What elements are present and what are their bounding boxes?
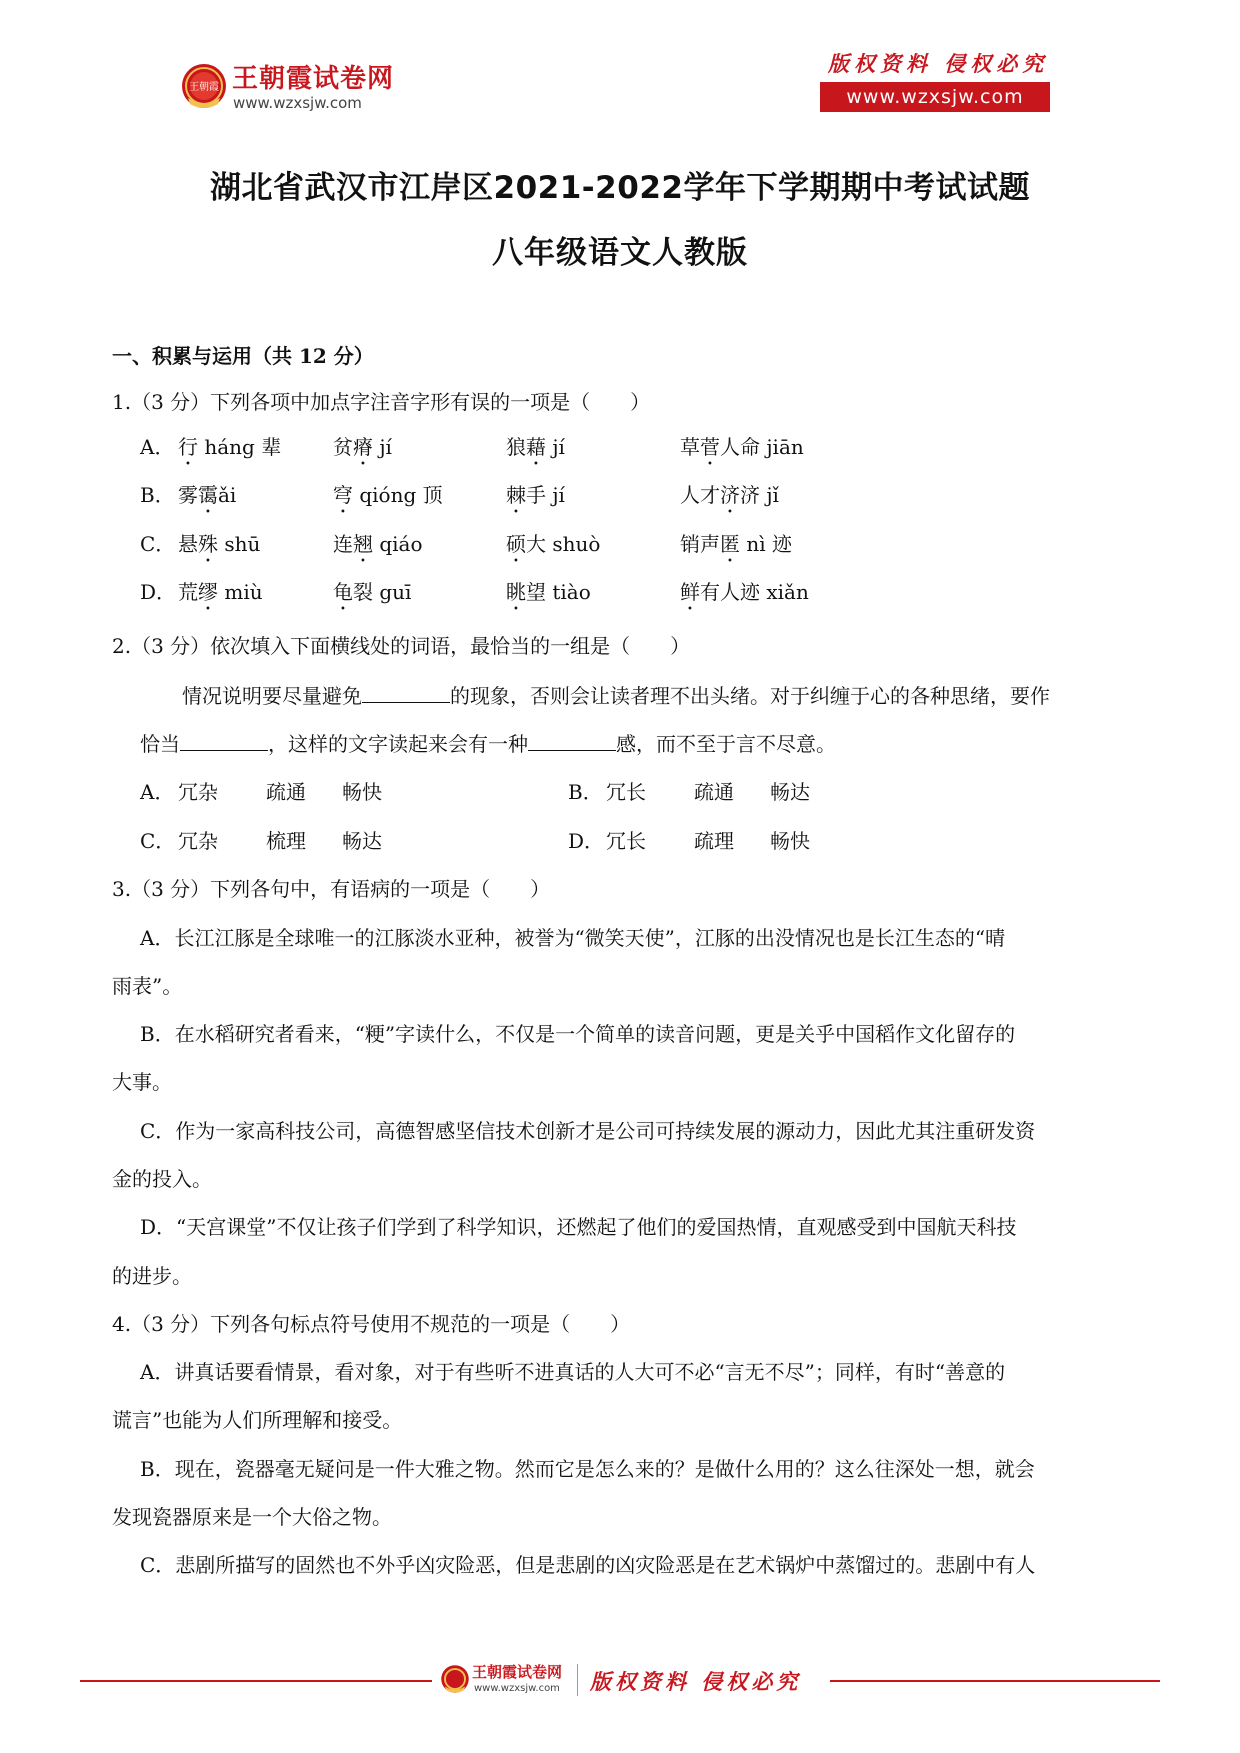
question-1-term: 龟裂 guī <box>333 580 412 604</box>
emphasized-character: 行 <box>178 435 198 459</box>
copyright-text: 版权资料 侵权必究 <box>828 51 1049 76</box>
question-2-option-label: D． <box>568 829 605 853</box>
question-2-option-word: 疏通 <box>694 780 734 804</box>
page-footer <box>0 1658 1240 1704</box>
question-3-option-c: C．作为一家高科技公司，高德智感坚信技术创新才是公司可持续发展的源动力，因此尤其注重研发资 <box>140 1119 1036 1143</box>
exam-title: 湖北省武汉市江岸区2021-2022学年下学期期中考试试题 <box>210 170 1030 206</box>
emphasized-character: 缪 <box>198 580 218 604</box>
question-4-stem: 4.（3 分）下列各句标点符号使用不规范的一项是（ ） <box>112 1312 631 1336</box>
question-2-option-word: 畅快 <box>342 780 382 804</box>
copyright-notice <box>820 48 1050 120</box>
question-1-term: 荒缪 miù <box>178 580 263 604</box>
question-2-option-word: 梳理 <box>266 829 306 853</box>
question-2-stem: 2.（3 分）依次填入下面横线处的词语，最恰当的一组是（ ） <box>112 634 691 658</box>
question-1-term: 棘手 jí <box>506 483 565 507</box>
emphasized-character: 眺 <box>506 580 526 604</box>
exam-subtitle: 八年级语文人教版 <box>492 235 748 271</box>
question-3-option-d-cont: 的进步。 <box>112 1264 192 1288</box>
question-4-option-a-cont: 谎言”也能为人们所理解和接受。 <box>112 1408 403 1432</box>
question-2-option-label: A． <box>140 780 175 804</box>
emphasized-character: 殊 <box>198 532 218 556</box>
emphasized-character: 棘 <box>506 483 526 507</box>
question-1-term: 连翘 qiáo <box>333 532 423 556</box>
question-1-term: 狼藉 jí <box>506 435 565 459</box>
emphasized-character: 济 <box>720 483 740 507</box>
question-1-term: 行 háng 辈 <box>178 435 282 459</box>
question-2-option-word: 冗长 <box>606 829 646 853</box>
question-1-term: 眺望 tiào <box>506 580 591 604</box>
question-1-term: 销声匿 nì 迹 <box>680 532 792 556</box>
question-2-option-word: 冗长 <box>606 780 646 804</box>
question-4-option-c: C．悲剧所描写的固然也不外乎凶灾险恶，但是悲剧的凶灾险恶是在艺术锅炉中蒸馏过的。悲剧中有人 <box>140 1553 1036 1577</box>
brand-url[interactable]: www.wzxsjw.com <box>233 94 362 112</box>
question-1-term: 草菅人命 jiān <box>680 435 804 459</box>
question-4-option-a: A．讲真话要看情景，看对象，对于有些听不进真话的人大可不必“言无不尽”；同样，有时“善意的 <box>140 1360 1006 1384</box>
question-2-passage-line-2: 恰当 ，这样的文字读起来会有一种 感，而不至于言不尽意。 <box>140 729 836 758</box>
brand-name: 王朝霞试卷网 <box>232 64 395 94</box>
copyright-url[interactable]: www.wzxsjw.com <box>820 82 1050 112</box>
emphasized-character: 霭 <box>198 483 218 507</box>
question-2-option-word: 畅快 <box>770 829 810 853</box>
emphasized-character: 匿 <box>720 532 740 556</box>
footer-brand-url[interactable]: www.wzxsjw.com <box>474 1683 560 1694</box>
emphasized-character: 龟 <box>333 580 353 604</box>
seal-text: 王朝霞 <box>189 82 219 93</box>
question-2-option-label: C． <box>140 829 176 853</box>
question-1-term: 穹 qióng 顶 <box>333 483 443 507</box>
question-3-stem: 3.（3 分）下列各句中，有语病的一项是（ ） <box>112 877 551 901</box>
question-1-option-label: A． <box>140 435 175 459</box>
question-3-option-b-cont: 大事。 <box>112 1070 172 1094</box>
footer-seal-icon <box>440 1664 470 1694</box>
emphasized-character: 菅 <box>700 435 720 459</box>
page-header <box>0 44 1240 124</box>
brand-logo[interactable] <box>180 54 480 124</box>
question-2-option-word: 畅达 <box>342 829 382 853</box>
blank-2[interactable] <box>180 729 268 751</box>
question-1-stem: 1.（3 分）下列各项中加点字注音字形有误的一项是（ ） <box>112 390 651 414</box>
question-1-option-label: C． <box>140 532 176 556</box>
question-2-option-word: 疏理 <box>694 829 734 853</box>
question-1-term: 雾霭ǎi <box>178 483 237 507</box>
emphasized-character: 硕 <box>506 532 526 556</box>
question-2-option-word: 冗杂 <box>178 829 218 853</box>
question-2-passage-line-1: 情况说明要尽量避免 的现象，否则会让读者理不出头绪。对于纠缠于心的各种思绪，要作 <box>182 681 1050 710</box>
emphasized-character: 鲜 <box>680 580 700 604</box>
emphasized-character: 瘠 <box>353 435 373 459</box>
question-3-option-d: D．“天宫课堂”不仅让孩子们学到了科学知识，还燃起了他们的爱国热情，直观感受到中国航天科技 <box>140 1215 1017 1239</box>
question-2-option-word: 畅达 <box>770 780 810 804</box>
question-1-term: 鲜有人迹 xiǎn <box>680 580 809 604</box>
footer-copyright-text: 版权资料 侵权必究 <box>590 1669 802 1694</box>
question-4-option-b-cont: 发现瓷器原来是一个大俗之物。 <box>112 1505 392 1529</box>
footer-brand-name: 王朝霞试卷网 <box>472 1663 563 1681</box>
question-3-option-c-cont: 金的投入。 <box>112 1167 212 1191</box>
question-3-option-b: B．在水稻研究者看来，“粳”字读什么，不仅是一个简单的读音问题，更是关乎中国稻作文化留存的 <box>140 1022 1016 1046</box>
footer-divider-left <box>80 1680 432 1682</box>
question-3-option-a-cont: 雨表”。 <box>112 974 183 998</box>
emphasized-character: 穹 <box>333 483 353 507</box>
footer-separator <box>577 1664 578 1696</box>
question-4-option-b: B．现在，瓷器毫无疑问是一件大雅之物。然而它是怎么来的？是做什么用的？这么往深处一想，就会 <box>140 1457 1035 1481</box>
question-3-option-a: A．长江江豚是全球唯一的江豚淡水亚种，被誉为“微笑天使”，江豚的出没情况也是长江生态的“晴 <box>140 926 1006 950</box>
blank-1[interactable] <box>362 681 450 703</box>
blank-3[interactable] <box>528 729 616 751</box>
question-1-term: 人才济济 jǐ <box>680 483 779 507</box>
question-2-option-word: 冗杂 <box>178 780 218 804</box>
emphasized-character: 翘 <box>353 532 373 556</box>
question-2-option-word: 疏通 <box>266 780 306 804</box>
question-1-term: 贫瘠 jí <box>333 435 392 459</box>
question-1-option-label: D． <box>140 580 177 604</box>
emphasized-character: 藉 <box>526 435 546 459</box>
question-2-option-label: B． <box>568 780 603 804</box>
section-heading: 一、积累与运用（共 12 分） <box>112 344 374 368</box>
question-1-term: 悬殊 shū <box>178 532 261 556</box>
footer-divider-right <box>830 1680 1160 1682</box>
question-1-term: 硕大 shuò <box>506 532 601 556</box>
question-1-option-label: B． <box>140 483 175 507</box>
brand-seal-icon <box>180 62 228 110</box>
